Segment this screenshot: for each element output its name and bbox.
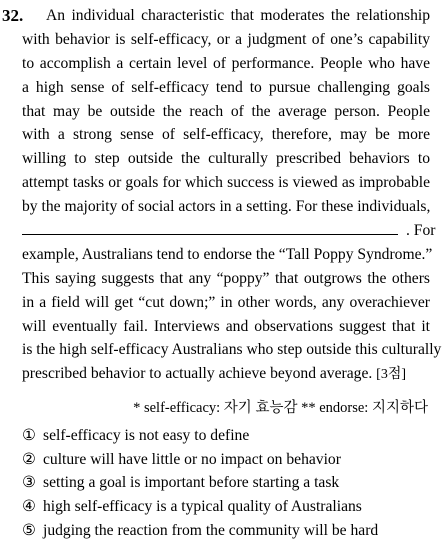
passage-line: to accomplish a certain level of performance. People who have [22, 54, 430, 72]
option-marker: ① [22, 427, 36, 444]
option-text: setting a goal is important before starting a task [43, 474, 340, 492]
passage-line: that may be outside the reach of the average person. People [22, 102, 430, 120]
passage-line: example, Australians tend to endorse the “Tall Poppy Syndrome.” [22, 245, 433, 263]
passage-last-line: prescribed behavior to actually achieve beyond average. [3점] [22, 365, 407, 383]
option-1[interactable] [22, 424, 378, 448]
passage-line: willing to step outside the culturally prescribed behaviors to [22, 150, 430, 168]
option-2[interactable] [22, 448, 378, 472]
option-3[interactable] [22, 471, 378, 495]
option-text: self-efficacy is not easy to define [43, 427, 250, 444]
option-marker: ③ [22, 474, 36, 492]
passage-line: attempt tasks or goals for which success is viewed as improbable [22, 174, 430, 192]
option-text: high self-efficacy is a typical quality of Australians [43, 498, 362, 516]
footnote: * self-efficacy: 자기 효능감 ** endorse: 지지하다 [133, 400, 428, 416]
passage [0, 4, 442, 386]
passage-line: with behavior is self-efficacy, or a judgment of one’s capability [22, 30, 430, 48]
question-number: 32. [2, 6, 24, 25]
option-marker: ⑤ [22, 521, 36, 539]
passage-line: a high sense of self-efficacy tend to pursue challenging goals [22, 78, 430, 96]
blank-line [0, 219, 442, 243]
passage-line: by the majority of social actors in a setting. For these individuals, [22, 198, 431, 216]
passage-line: with a strong sense of self-efficacy, therefore, may be more [22, 126, 430, 144]
answer-options [22, 424, 378, 542]
passage-line: in a field will get “cut down;” in other words, any overachiever [22, 293, 430, 311]
answer-blank [22, 219, 398, 235]
option-marker: ④ [22, 498, 36, 516]
option-marker: ② [22, 450, 36, 468]
option-text: culture will have little or no impact on behavior [43, 450, 341, 468]
passage-line: This saying suggests that any “poppy” that outgrows the others [22, 269, 430, 287]
passage-line: 32. An individual characteristic that moderates the relationship [0, 4, 442, 28]
option-5[interactable] [22, 519, 378, 543]
option-4[interactable] [22, 495, 378, 519]
passage-line: is the high self-efficacy Australians who step outside this culturally [22, 341, 442, 359]
blank-tail: . For [406, 222, 436, 240]
option-text: judging the reaction from the community will be hard [43, 521, 379, 539]
passage-line: will eventually fail. Interviews and observations suggest that it [22, 317, 430, 335]
points-badge: [3점] [376, 367, 407, 383]
